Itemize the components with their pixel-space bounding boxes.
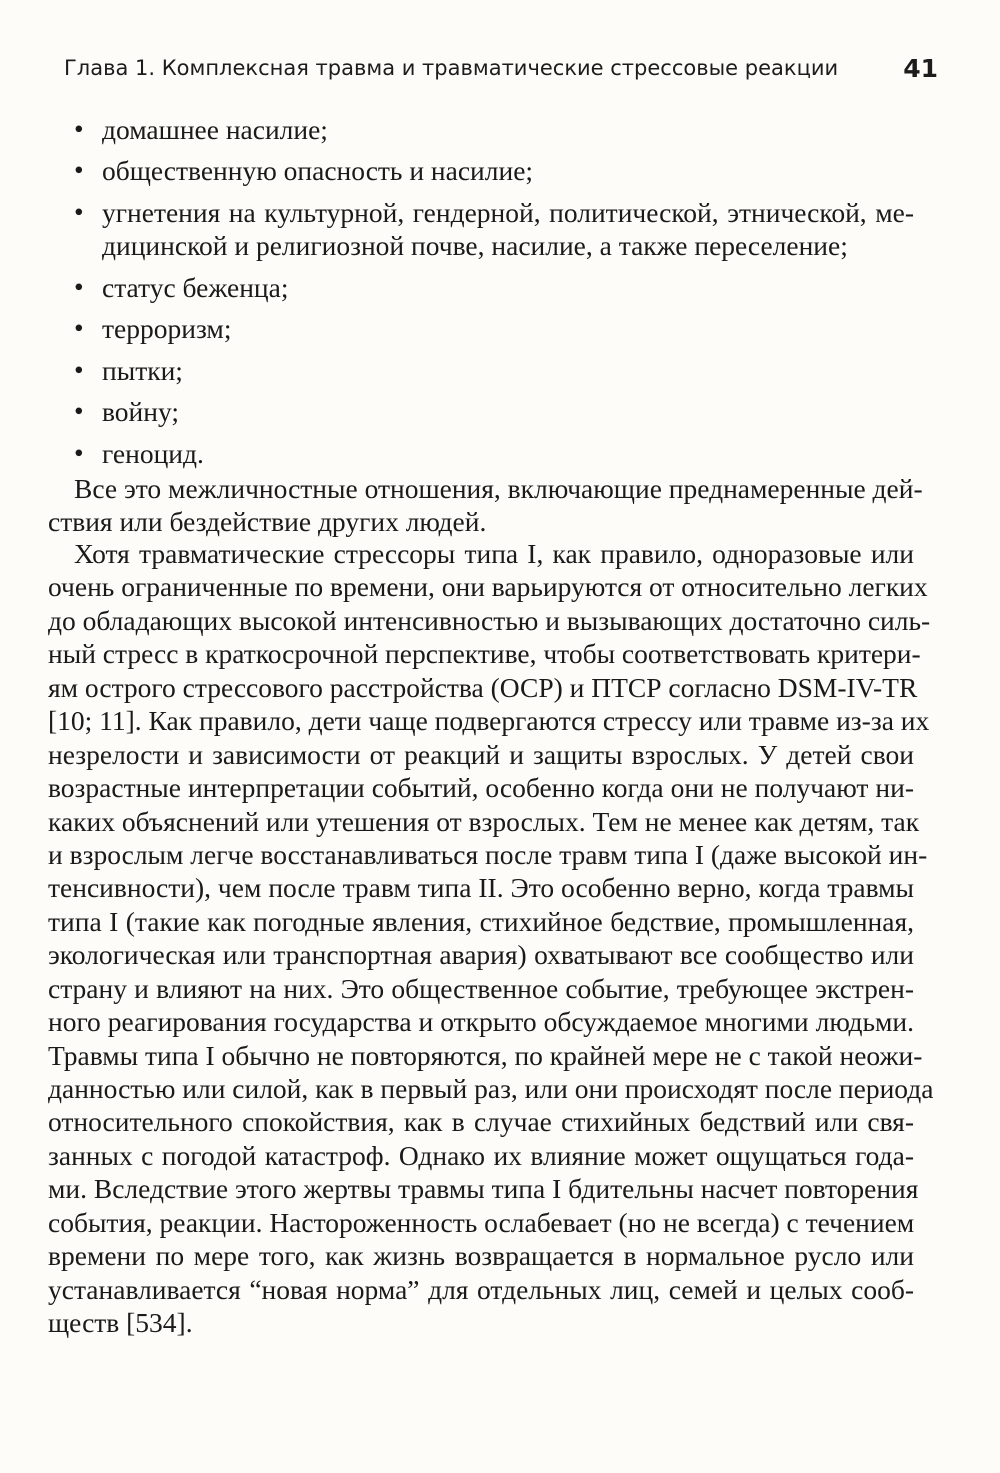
paragraph-line: ствия или бездействие других людей. <box>48 506 487 538</box>
bullet-text: пытки; <box>102 354 183 386</box>
list-item <box>64 312 914 345</box>
paragraph-line: незрелости и зависимости от реакций и защиты взрослых. У детей свои <box>48 738 914 770</box>
paragraph-line: Травмы типа I обычно не повторяются, по крайней мере не с такой неожи- <box>48 1039 923 1071</box>
bullet-text: дицинской и религиозной почве, насилие, а также переселение; <box>102 230 848 262</box>
list-item <box>64 271 914 304</box>
list-item <box>64 113 914 146</box>
bullet-text: геноцид. <box>102 437 204 469</box>
paragraph-line: возрастные интерпретации событий, особенно когда они не получают ни- <box>48 772 914 804</box>
paragraph-line: экологическая или транспортная авария) охватывают все сообщество или <box>48 939 914 971</box>
running-head <box>64 54 938 90</box>
paragraph-line: данностью или силой, как в первый раз, или они происходят после периода <box>48 1073 934 1104</box>
list-item <box>64 354 914 387</box>
bullet-text: терроризм; <box>102 313 232 345</box>
paragraph-line: до обладающих высокой интенсивностью и вызывающих достаточно силь- <box>48 604 931 636</box>
paragraph-line: Хотя травматические стрессоры типа I, как правило, одноразовые или <box>74 538 914 569</box>
paragraph-summary <box>48 472 923 539</box>
bullet-marker: • <box>74 395 84 427</box>
page-number: 41 <box>903 54 938 83</box>
paragraph-line: ям острого стрессового расстройства (ОСР) и ПТСР согласно DSM-IV-TR <box>48 671 918 703</box>
bullet-marker: • <box>74 195 84 227</box>
paragraph-line: Все это межличностные отношения, включающие преднамеренные дей- <box>74 473 923 504</box>
paragraph-line: очень ограниченные по времени, они варьируются от относительно легких <box>48 571 928 603</box>
paragraph-line: [10; 11]. Как правило, дети чаще подвергаются стрессу или травме из-за их <box>48 705 930 737</box>
bullet-marker: • <box>74 270 84 302</box>
paragraph-line: ми. Вследствие этого жертвы травмы типа I бдительны насчет повторения <box>48 1173 919 1205</box>
paragraph-line: каких объяснений или утешения от взрослых. Тем не менее как детям, так <box>48 805 920 837</box>
bullet-marker: • <box>74 436 84 468</box>
paragraph-line: относительного спокойствия, как в случае стихийных бедствий или свя- <box>48 1106 914 1138</box>
paragraph-line: устанавливается “новая норма” для отдельных лиц, семей и целых сооб- <box>48 1273 914 1305</box>
bullet-text: войну; <box>102 396 180 428</box>
paragraph-type-one-trauma <box>48 537 934 1340</box>
paragraph-line: ного реагирования государства и открыто обсуждаемое многими людьми. <box>48 1006 914 1038</box>
paragraph-line: ный стресс в краткосрочной перспективе, чтобы соответствовать критери- <box>48 638 921 670</box>
list-item <box>64 437 914 470</box>
bullet-text: домашнее насилие; <box>102 114 328 145</box>
bullet-text: статус беженца; <box>102 271 289 303</box>
bullet-text: угнетения на культурной, гендерной, политической, этнической, ме- <box>102 196 914 228</box>
bullet-marker: • <box>74 353 84 385</box>
running-title: Глава 1. Комплексная травма и травматические стрессовые реакции <box>64 56 839 80</box>
list-item <box>64 196 914 263</box>
bullet-marker: • <box>74 154 84 186</box>
paragraph-line: и взрослым легче восстанавливаться после травм типа I (даже высокой ин- <box>48 838 928 870</box>
paragraph-line: события, реакции. Настороженность ослабевает (но не всегда) с течением <box>48 1206 915 1238</box>
paragraph-line: тенсивности), чем после травм типа II. Это особенно верно, когда травмы <box>48 872 914 904</box>
paragraph-line: занных с погодой катастроф. Однако их влияние может ощущаться года- <box>48 1139 914 1171</box>
bullet-marker: • <box>74 113 84 144</box>
bullet-marker: • <box>74 312 84 344</box>
bullet-list <box>64 113 914 478</box>
paragraph-line: времени по мере того, как жизнь возвращается в нормальное русло или <box>48 1240 914 1272</box>
paragraph-line: ществ [534]. <box>48 1307 193 1339</box>
paragraph-line: типа I (такие как погодные явления, стихийное бедствие, промышленная, <box>48 905 914 937</box>
list-item <box>64 395 914 428</box>
bullet-text: общественную опасность и насилие; <box>102 155 534 187</box>
list-item <box>64 154 914 187</box>
paragraph-line: страну и влияют на них. Это общественное событие, требующее экстрен- <box>48 972 914 1004</box>
